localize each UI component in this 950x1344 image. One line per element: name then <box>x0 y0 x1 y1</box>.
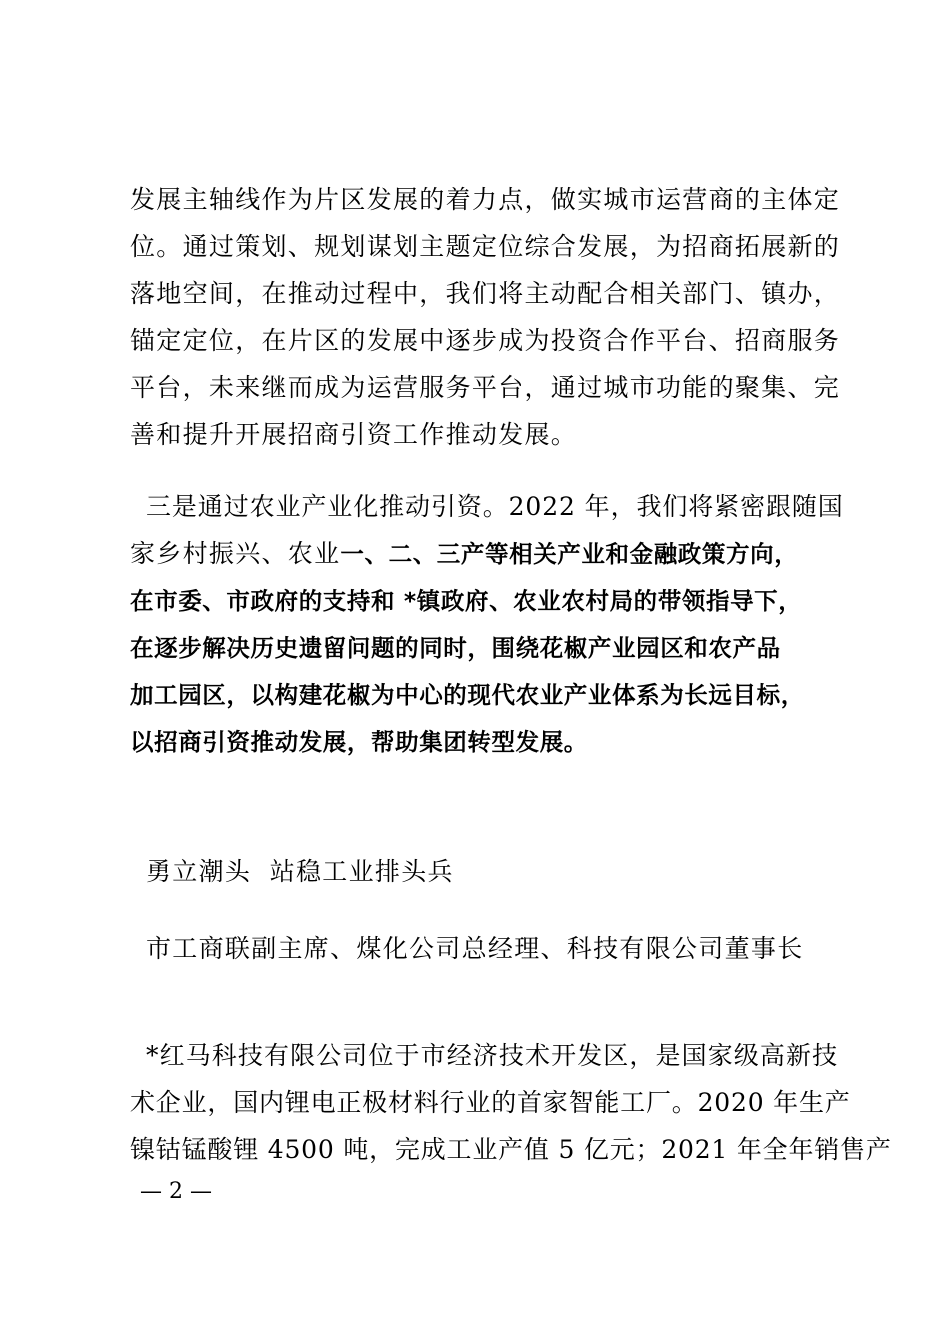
paragraph-3-line-2: 术企业，国内锂电正极材料行业的首家智能工厂。2020 年生产 <box>130 1088 851 1117</box>
paragraph-1-line-5: 平台，未来继而成为运营服务平台，通过城市功能的聚集、完 <box>130 373 841 402</box>
author-byline: 市工商联副主席、煤化公司总经理、科技有限公司董事长 <box>146 934 804 963</box>
paragraph-3-line-1: *红马科技有限公司位于市经济技术开发区，是国家级高新技 <box>146 1041 839 1070</box>
paragraph-2-bold-line-4: 以招商引资推动发展，帮助集团转型发展。 <box>130 728 588 756</box>
paragraph-2-line-2-normal: 家乡村振兴、农业 <box>130 539 341 568</box>
paragraph-2-bold-line-3: 加工园区，以构建花椒为中心的现代农业产业体系为长远目标， <box>130 681 805 709</box>
paragraph-2-line-2-bold: 一、二、三产等相关产业和金融政策方向， <box>340 540 799 568</box>
paragraph-2-line-2 <box>130 538 798 570</box>
paragraph-1-line-6: 善和提升开展招商引资工作推动发展。 <box>130 420 578 449</box>
paragraph-1-line-2: 位。通过策划、规划谋划主题定位综合发展，为招商拓展新的 <box>130 232 841 261</box>
page-number: — 2 — <box>140 1179 212 1204</box>
paragraph-2-bold-line-2: 在逐步解决历史遗留问题的同时，围绕花椒产业园区和农产品 <box>130 634 781 662</box>
paragraph-2-bold-line-1: 在市委、市政府的支持和 *镇政府、农业农村局的带领指导下， <box>130 587 803 615</box>
paragraph-3-line-3: 镍钴锰酸锂 4500 吨，完成工业产值 5 亿元；2021 年全年销售产 <box>130 1135 892 1164</box>
paragraph-1-line-3: 落地空间，在推动过程中，我们将主动配合相关部门、镇办， <box>130 279 841 308</box>
section-heading: 勇立潮头 站稳工业排头兵 <box>146 857 454 886</box>
paragraph-1-line-1: 发展主轴线作为片区发展的着力点，做实城市运营商的主体定 <box>130 185 841 214</box>
paragraph-2-line-1: 三是通过农业产业化推动引资。2022 年，我们将紧密跟随国 <box>146 492 844 521</box>
paragraph-1-line-4: 锚定定位，在片区的发展中逐步成为投资合作平台、招商服务 <box>130 326 841 355</box>
